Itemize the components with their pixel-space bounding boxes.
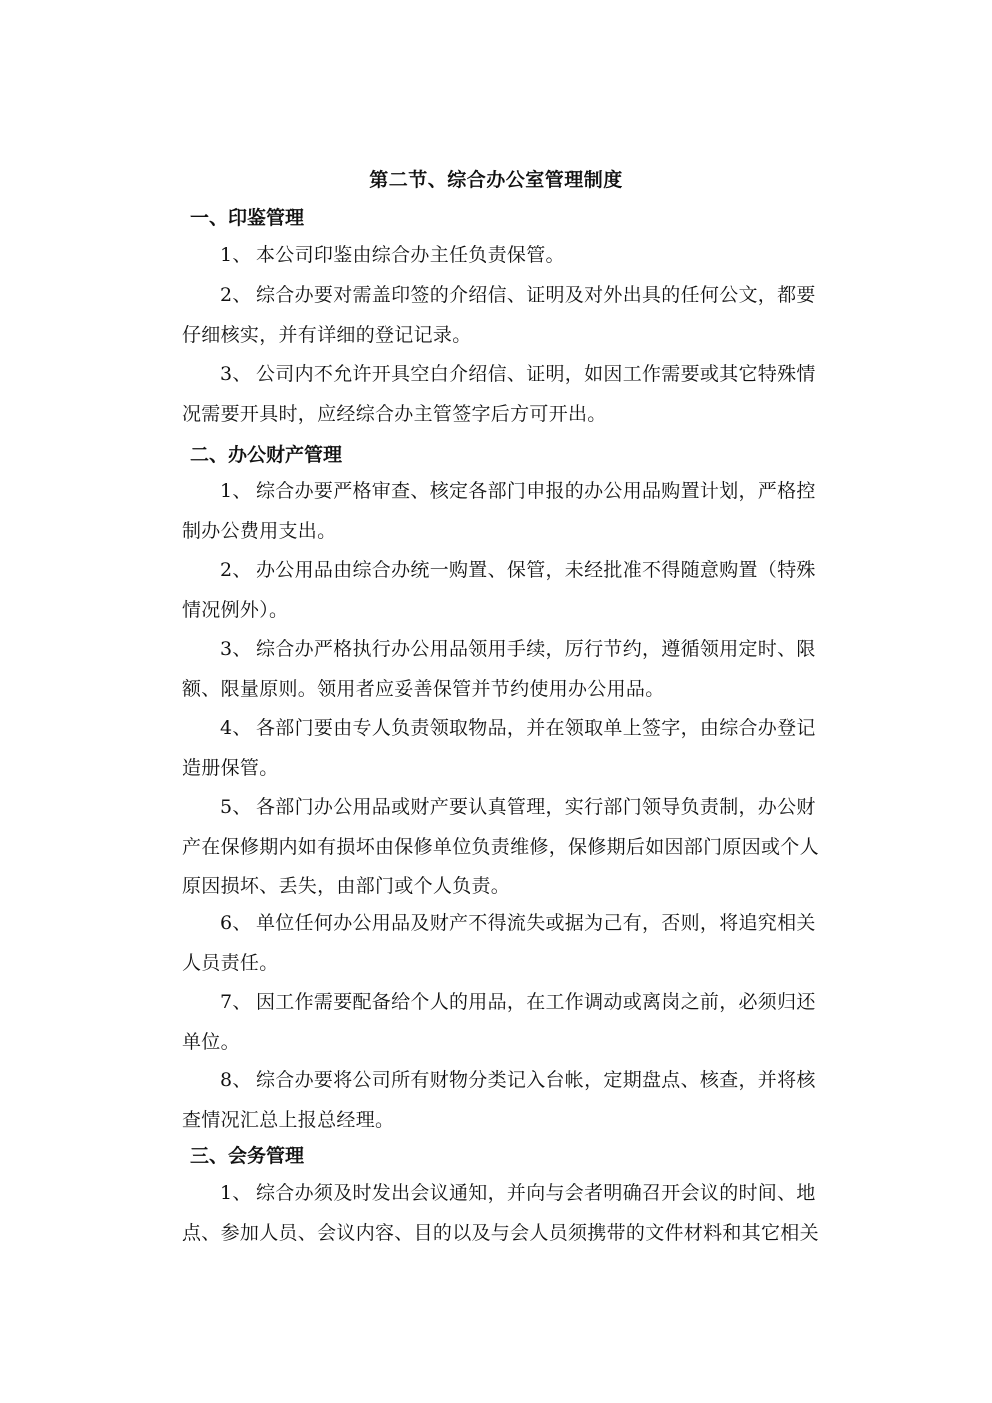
list-item: [182, 983, 847, 1062]
item-number: 2、: [220, 559, 252, 581]
item-number: 6、: [220, 912, 252, 934]
list-item: [182, 904, 847, 983]
list-item: [182, 788, 847, 907]
item-number: 8、: [220, 1069, 252, 1091]
item-number: 1、: [220, 480, 252, 502]
item-text: 因工作需要配备给个人的用品，在工作调动或离岗之前，必须归还: [256, 991, 816, 1013]
item-text: 各部门办公用品或财产要认真管理，实行部门领导负责制，办公财: [256, 796, 816, 818]
item-text: 查情况汇总上报总经理。: [182, 1108, 395, 1131]
item-text: 综合办严格执行办公用品领用手续，厉行节约，遵循领用定时、限: [256, 638, 816, 660]
item-text: 造册保管。: [182, 756, 279, 779]
list-item: [182, 472, 847, 551]
item-text: 仔细核实，并有详细的登记记录。: [182, 323, 472, 346]
item-text: 人员责任。: [182, 951, 279, 974]
item-text: 综合办要对需盖印签的介绍信、证明及对外出具的任何公文，都要: [256, 284, 816, 306]
item-number: 2、: [220, 284, 252, 306]
list-item: [182, 630, 847, 709]
item-text: 单位任何办公用品及财产不得流失或据为己有，否则，将追究相关: [256, 912, 816, 934]
list-item: [182, 355, 847, 434]
item-text: 点、参加人员、会议内容、目的以及与会人员须携带的文件材料和其它相关: [182, 1221, 819, 1244]
list-item: [182, 551, 847, 630]
section-heading-office-property: 二、办公财产管理: [190, 444, 343, 466]
item-text: 情况例外）。: [182, 598, 289, 621]
section-heading-seal-management: 一、印鉴管理: [190, 207, 305, 229]
item-text: 办公用品由综合办统一购置、保管，未经批准不得随意购置（特殊: [256, 559, 816, 581]
item-text: 综合办要将公司所有财物分类记入台帐，定期盘点、核查，并将核: [256, 1069, 816, 1091]
list-item: [182, 709, 847, 788]
item-text: 额、限量原则。领用者应妥善保管并节约使用办公用品。: [182, 677, 665, 700]
document-title: 第二节、综合办公室管理制度: [369, 169, 623, 191]
section-heading-meeting-management: 三、会务管理: [190, 1145, 305, 1167]
item-text: 本公司印鉴由综合办主任负责保管。: [256, 244, 565, 266]
item-number: 1、: [220, 244, 252, 266]
list-item: [182, 1061, 847, 1140]
item-text: 产在保修期内如有损坏由保修单位负责维修，保修期后如因部门原因或个人: [182, 835, 819, 858]
item-number: 5、: [220, 796, 252, 818]
list-item: [182, 276, 847, 355]
item-text: 原因损坏、丢失，由部门或个人负责。: [182, 875, 511, 897]
item-text: 况需要开具时，应经综合办主管签字后方可开出。: [182, 402, 607, 425]
item-number: 3、: [220, 363, 252, 385]
item-text: 各部门要由专人负责领取物品，并在领取单上签字，由综合办登记: [256, 717, 816, 739]
item-text: 综合办要严格审查、核定各部门申报的办公用品购置计划，严格控: [256, 480, 816, 502]
item-text: 单位。: [182, 1030, 240, 1053]
item-number: 7、: [220, 991, 252, 1013]
item-text: 综合办须及时发出会议通知，并向与会者明确召开会议的时间、地: [256, 1182, 816, 1204]
item-text: 公司内不允许开具空白介绍信、证明，如因工作需要或其它特殊情: [256, 363, 816, 385]
item-number: 3、: [220, 638, 252, 660]
list-item: [182, 236, 847, 276]
list-item: [182, 1174, 847, 1253]
item-number: 1、: [220, 1182, 252, 1204]
item-text: 制办公费用支出。: [182, 519, 337, 542]
item-number: 4、: [220, 717, 252, 739]
